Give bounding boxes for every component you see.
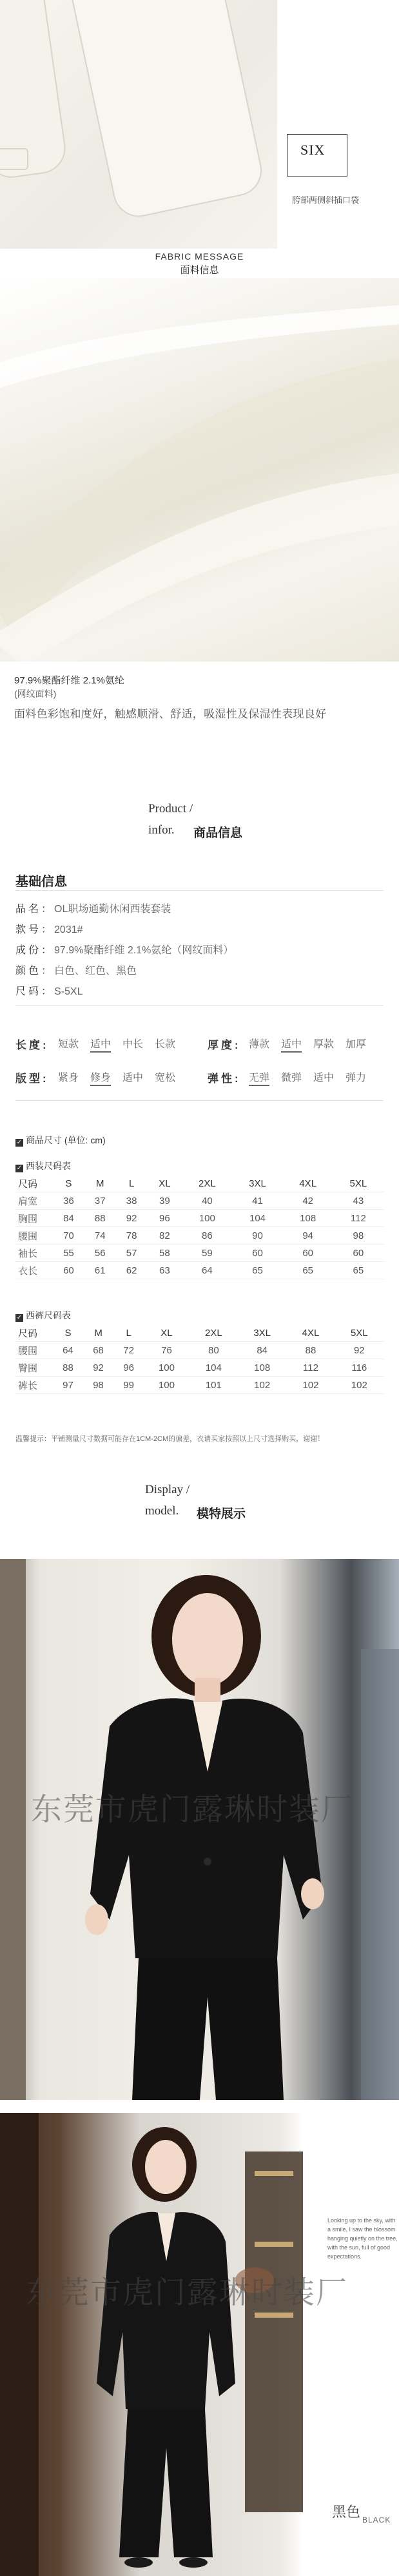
table-cell: 肩宽 [15,1192,53,1210]
table-cell: 88 [286,1342,335,1359]
table-cell: 80 [190,1342,238,1359]
table-row [15,1192,384,1210]
info-key: 成份： [15,945,55,956]
attr-thickness-label: 厚度: [208,1039,241,1051]
table-cell: 108 [238,1359,286,1377]
divider [15,890,384,891]
attr-elasticity-label: 弹性: [208,1073,241,1085]
table-cell: 57 [116,1245,148,1262]
table-cell: 60 [333,1245,384,1262]
table-cell: 衣长 [15,1262,53,1279]
table-cell: 68 [83,1342,113,1359]
table-cell: 腰围 [15,1342,53,1359]
table-cell: 72 [113,1342,144,1359]
table-cell: 112 [333,1210,384,1227]
table-cell: 116 [335,1359,384,1377]
attr-thickness-opt-selected: 适中 [281,1036,302,1053]
attr-length-label: 长度: [15,1039,49,1051]
attr-thickness-opt: 厚款 [313,1039,335,1050]
table-cell: 100 [144,1377,190,1394]
divider [15,1005,384,1006]
info-row-style-no [15,921,83,936]
table-cell: 86 [182,1227,232,1245]
check-icon: ✓ [16,1314,23,1321]
attr-fit-opt: 紧身 [58,1073,79,1083]
table-cell: 65 [333,1262,384,1279]
table-cell: 55 [53,1245,84,1262]
table-cell: 4XL [286,1324,335,1342]
table-row [15,1342,384,1359]
attr-thickness-opt: 加厚 [345,1039,367,1050]
fabric-mesh-note: (网纹面料) [14,689,57,699]
table-cell: 5XL [333,1175,384,1192]
table-cell: 5XL [335,1324,384,1342]
fabric-title-en: FABRIC MESSAGE [155,251,244,262]
pants-chart-title [15,1309,71,1322]
info-key: 尺码： [15,986,55,997]
table-row [15,1210,384,1227]
table-cell: 88 [53,1359,83,1377]
info-value: 2031# [54,924,83,935]
attr-elasticity-opt-selected: 无弹 [249,1069,269,1086]
jacket-chart-title-text: 西装尺码表 [26,1161,71,1171]
info-row-colors [15,962,137,977]
attr-fit-opt-selected: 修身 [90,1069,111,1086]
table-cell: 64 [53,1342,83,1359]
info-key: 品名： [15,904,55,915]
table-cell: 60 [283,1245,333,1262]
color-label-en: BLACK [362,2515,391,2524]
table-cell: 74 [84,1227,116,1245]
table-cell: 92 [335,1342,384,1359]
table-cell: 92 [116,1210,148,1227]
attr-length-opt: 长款 [155,1039,176,1050]
fabric-folds [0,278,399,662]
basic-info-title: 基础信息 [15,875,67,889]
table-cell: 84 [53,1210,84,1227]
table-cell: 62 [116,1262,148,1279]
info-row-sizes [15,983,83,998]
fabric-photo [0,278,399,662]
product-heading-en-2: infor. [148,823,175,837]
table-cell: 102 [286,1377,335,1394]
table-cell: M [83,1324,113,1342]
table-cell: 64 [182,1262,232,1279]
table-cell: 60 [232,1245,282,1262]
table-cell: 112 [286,1359,335,1377]
attr-elasticity-opt: 适中 [313,1073,335,1083]
info-key: 款号： [15,924,55,935]
attr-length-opt-selected: 适中 [90,1036,111,1053]
table-cell: 2XL [190,1324,238,1342]
table-cell: 97 [53,1377,83,1394]
table-cell: 100 [144,1359,190,1377]
table-cell: 104 [232,1210,282,1227]
table-cell: 102 [335,1377,384,1394]
table-cell: 臀围 [15,1359,53,1377]
table-row [15,1227,384,1245]
table-cell: XL [144,1324,190,1342]
table-cell: 袖长 [15,1245,53,1262]
pocket-detail-section [0,0,399,249]
table-row [15,1262,384,1279]
info-row-name [15,901,171,915]
attr-fit-label: 版型: [15,1073,49,1085]
pocket-caption: 胯部两侧斜插口袋 [292,195,360,205]
six-badge-text: SIX [300,142,326,158]
check-icon: ✓ [16,1165,23,1172]
pants-size-table [15,1324,384,1394]
info-row-composition [15,942,233,957]
quote-text: Looking up to the sky, with a smile, I saw the blossom hanging quietly on the tree, with the sun, full of good expectations. [327,2217,398,2260]
table-cell: 4XL [283,1175,333,1192]
fabric-composition: 97.9%聚酯纤维 2.1%氨纶 [14,675,124,686]
table-cell: 37 [84,1192,116,1210]
table-cell: 90 [232,1227,282,1245]
display-heading-cn: 模特展示 [197,1507,246,1521]
watermark: 东莞市虎门露琳时装厂 [31,1793,354,1827]
table-cell: S [53,1324,83,1342]
jacket-size-table [15,1175,384,1279]
table-cell: S [53,1175,84,1192]
table-cell: 裤长 [15,1377,53,1394]
table-cell: 65 [232,1262,282,1279]
display-heading-en-2: model. [145,1504,179,1518]
belt-loop [0,148,28,170]
fabric-description: 面料色彩饱和度好，触感顺滑、舒适，吸湿性及保湿性表现良好 [14,708,327,720]
table-cell: 40 [182,1192,232,1210]
table-cell: 60 [53,1262,84,1279]
table-cell: 108 [283,1210,333,1227]
table-cell: 尺码 [15,1324,53,1342]
table-cell: 41 [232,1192,282,1210]
table-cell: 2XL [182,1175,232,1192]
attr-fit-opt: 宽松 [155,1073,176,1083]
table-cell: 101 [190,1377,238,1394]
fabric-title-cn: 面料信息 [180,265,219,276]
table-cell: 96 [148,1210,182,1227]
table-row [15,1377,384,1394]
info-key: 颜色： [15,966,55,977]
pants-pocket-photo [0,0,277,249]
table-cell: 腰围 [15,1227,53,1245]
table-cell: 65 [283,1262,333,1279]
table-cell: 61 [84,1262,116,1279]
model-figure-1 [0,1559,399,2100]
table-cell: 42 [283,1192,333,1210]
table-cell: 尺码 [15,1175,53,1192]
check-icon: ✓ [16,1139,23,1146]
table-cell: 104 [190,1359,238,1377]
table-cell: 100 [182,1210,232,1227]
table-cell: 38 [116,1192,148,1210]
table-cell: 36 [53,1192,84,1210]
product-heading-cn: 商品信息 [193,826,243,840]
table-header-row [15,1175,384,1192]
table-cell: 胸围 [15,1210,53,1227]
watermark: 东莞市虎门露琳时装厂 [26,2276,349,2310]
table-cell: 99 [113,1377,144,1394]
table-cell: 98 [83,1377,113,1394]
display-heading-en-1: Display / [145,1483,190,1496]
attr-length-opt: 中长 [122,1039,144,1050]
table-cell: 84 [238,1342,286,1359]
table-cell: 76 [144,1342,190,1359]
table-cell: 88 [84,1210,116,1227]
table-cell: M [84,1175,116,1192]
table-cell: 98 [333,1227,384,1245]
attr-elasticity-opt: 弹力 [345,1073,367,1083]
table-cell: L [113,1324,144,1342]
table-cell: 59 [182,1245,232,1262]
table-cell: 58 [148,1245,182,1262]
table-cell: 92 [83,1359,113,1377]
pants-chart-title-text: 西裤尺码表 [26,1310,71,1321]
attr-elasticity-opt: 微弹 [281,1073,302,1083]
table-header-row [15,1324,384,1342]
table-cell: 39 [148,1192,182,1210]
table-row [15,1359,384,1377]
table-cell: 96 [113,1359,144,1377]
table-cell: L [116,1175,148,1192]
jacket-chart-title [15,1159,71,1172]
table-cell: 70 [53,1227,84,1245]
table-cell: 3XL [238,1324,286,1342]
attr-fit-opt: 适中 [122,1073,144,1083]
table-cell: 43 [333,1192,384,1210]
attr-thickness-opt: 薄款 [249,1039,270,1050]
size-note: 温馨提示：平铺测量尺寸数据可能存在1CM-2CM的偏差，衣请买家按照以上尺寸选择购买，谢谢！ [15,1435,325,1443]
info-value: 白色、红色、黑色 [54,966,137,977]
info-value: 97.9%聚酯纤维 2.1%氨纶（网纹面料） [54,945,234,956]
table-cell: 94 [283,1227,333,1245]
table-cell: 63 [148,1262,182,1279]
info-value: S-5XL [54,986,83,997]
info-value: OL职场通勤休闲西装套装 [54,904,171,915]
size-chart-caption [15,1134,106,1147]
model-photo-1 [0,1559,399,2100]
divider [15,1100,384,1101]
color-label-cn: 黑色 [332,2504,361,2520]
size-chart-caption-text: 商品尺寸 (单位: cm) [26,1135,106,1145]
table-cell: 82 [148,1227,182,1245]
table-cell: 56 [84,1245,116,1262]
attr-length-opt: 短款 [58,1039,79,1050]
table-row [15,1245,384,1262]
product-heading-en-1: Product / [148,802,193,816]
table-cell: 78 [116,1227,148,1245]
table-cell: 3XL [232,1175,282,1192]
table-cell: XL [148,1175,182,1192]
pocket-seam-right [65,0,267,222]
table-cell: 102 [238,1377,286,1394]
